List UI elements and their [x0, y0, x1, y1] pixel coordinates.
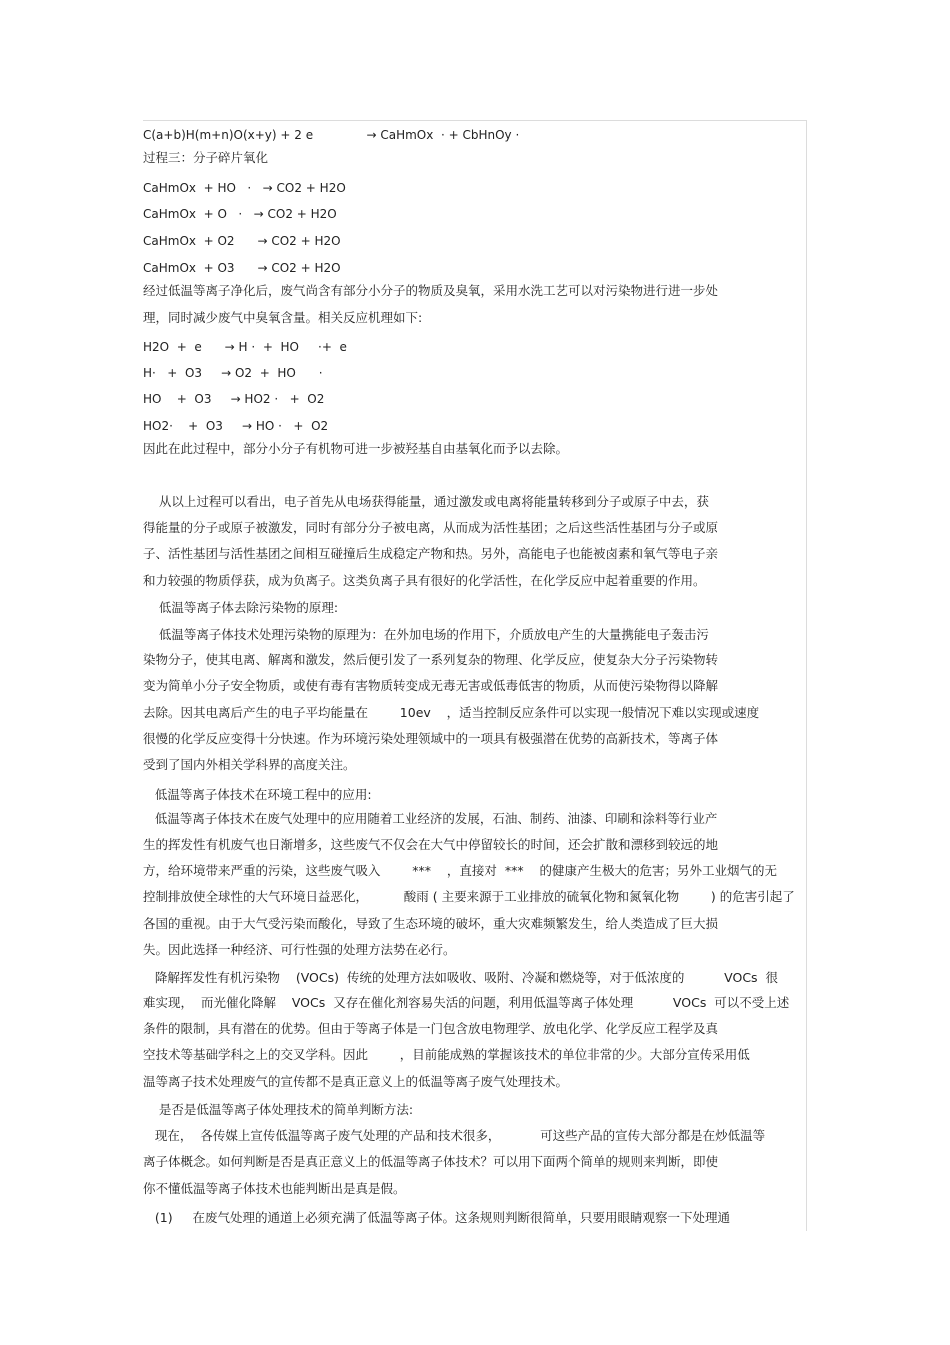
paragraph-line: 生的挥发性有机废气也日渐增多，这些废气不仅会在大气中停留较长的时间，还会扩散和漂移到较远的地 — [143, 837, 719, 852]
section-heading: 低温等离子体技术在环境工程中的应用: — [143, 787, 372, 802]
paragraph-line: 去除。因其电离后产生的电子平均能量在 10ev ，适当控制反应条件可以实现一般情况下难以实现或速度 — [143, 705, 760, 720]
reaction-line: C(a+b)H(m+n)O(x+y) + 2 e → CaHmOx · + CbHnOy · — [143, 128, 520, 142]
paragraph-line: 降解挥发性有机污染物 (VOCs) 传统的处理方法如吸收、吸附、冷凝和燃烧等，对于低浓度的 VOCs 很 — [143, 970, 779, 985]
reaction-line: H2O + e → H · + HO ·+ e — [143, 340, 347, 354]
paragraph-line: 因此在此过程中，部分小分子有机物可进一步被羟基自由基氧化而予以去除。 — [143, 441, 569, 456]
reaction-line: CaHmOx + O2 → CO2 + H2O — [143, 234, 341, 248]
paragraph-line: 经过低温等离子净化后，废气尚含有部分小分子的物质及臭氧，采用水洗工艺可以对污染物进行进一步处 — [143, 283, 719, 298]
heading-process-three: 过程三：分子碎片氧化 — [143, 150, 269, 165]
paragraph-line: 得能量的分子或原子被激发，同时有部分分子被电离，从而成为活性基团；之后这些活性基团与分子或原 — [143, 520, 719, 535]
paragraph-line: 难实现， 而光催化降解 VOCs 又存在催化剂容易失活的问题，利用低温等离子体处理 VOCs 可以不受上述 — [143, 995, 790, 1010]
reaction-line: CaHmOx + O3 → CO2 + H2O — [143, 261, 341, 275]
paragraph-line: 染物分子，使其电离、解离和激发，然后便引发了一系列复杂的物理、化学反应，使复杂大分子污染物转 — [143, 652, 719, 667]
paragraph-line: 低温等离子体技术在废气处理中的应用随着工业经济的发展，石油、制药、油漆、印刷和涂料等行业产 — [143, 811, 718, 826]
paragraph-line: 你不懂低温等离子体技术也能判断出是真是假。 — [143, 1181, 406, 1196]
paragraph-line: 控制排放使全球性的大气环境日益恶化， 酸雨 ( 主要来源于工业排放的硫氧化物和氮氧化物 ) 的危害引起了 — [143, 889, 795, 904]
paragraph-line: 方，给环境带来严重的污染，这些废气吸入 *** ，直接对 *** 的健康产生极大的危害；另外工业烟气的无 — [143, 863, 778, 878]
paragraph-line: 很慢的化学反应变得十分快速。作为环境污染处理领域中的一项具有极强潜在优势的高新技术，等离子体 — [143, 731, 719, 746]
section-heading: 低温等离子体去除污染物的原理: — [143, 600, 339, 615]
paragraph-line: 理，同时减少废气中臭氧含量。相关反应机理如下: — [143, 310, 423, 325]
reaction-line: CaHmOx + HO · → CO2 + H2O — [143, 181, 346, 195]
paragraph-line: 离子体概念。如何判断是否是真正意义上的低温等离子体技术？可以用下面两个简单的规则来判断，即使 — [143, 1154, 719, 1169]
paragraph-line: 失。因此选择一种经济、可行性强的处理方法势在必行。 — [143, 942, 456, 957]
reaction-line: CaHmOx + O · → CO2 + H2O — [143, 207, 337, 221]
paragraph-line: 变为简单小分子安全物质，或使有毒有害物质转变成无毒无害或低毒低害的物质，从而使污染物得以降解 — [143, 678, 719, 693]
reaction-line: H· + O3 → O2 + HO · — [143, 366, 323, 380]
paragraph-line: 低温等离子体技术处理污染物的原理为：在外加电场的作用下，介质放电产生的大量携能电子轰击污 — [143, 627, 709, 642]
paragraph-line: 条件的限制，具有潜在的优势。但由于等离子体是一门包含放电物理学、放电化学、化学反应工程学及真 — [143, 1021, 719, 1036]
paragraph-line: 从以上过程可以看出，电子首先从电场获得能量，通过激发或电离将能量转移到分子或原子中去，获 — [143, 494, 709, 509]
paragraph-line: 各国的重视。由于大气受污染而酸化，导致了生态环境的破坏，重大灾难频繁发生，给人类造成了巨大损 — [143, 916, 719, 931]
paragraph-line: 子、活性基团与活性基团之间相互碰撞后生成稳定产物和热。另外，高能电子也能被卤素和氧气等电子亲 — [143, 546, 719, 561]
paragraph-line: 温等离子技术处理废气的宣传都不是真正意义上的低温等离子废气处理技术。 — [143, 1074, 569, 1089]
paragraph-line: 和力较强的物质俘获，成为负离子。这类负离子具有很好的化学活性，在化学反应中起着重要的作用。 — [143, 573, 706, 588]
section-heading: 是否是低温等离子体处理技术的简单判断方法: — [143, 1102, 414, 1117]
reaction-line: HO2· + O3 → HO · + O2 — [143, 419, 329, 433]
list-item: (1) 在废气处理的通道上必须充满了低温等离子体。这条规则判断很简单，只要用眼睛观察一下处理通 — [143, 1210, 730, 1225]
paragraph-line: 空技术等基础学科之上的交叉学科。因此 ，目前能成熟的掌握该技术的单位非常的少。大部分宣传采用低 — [143, 1047, 750, 1062]
paragraph-line: 受到了国内外相关学科界的高度关注。 — [143, 757, 356, 772]
paragraph-line: 现在， 各传媒上宣传低温等离子废气处理的产品和技术很多， 可这些产品的宣传大部分都是在炒低温等 — [143, 1128, 766, 1143]
reaction-line: HO + O3 → HO2 · + O2 — [143, 392, 325, 406]
